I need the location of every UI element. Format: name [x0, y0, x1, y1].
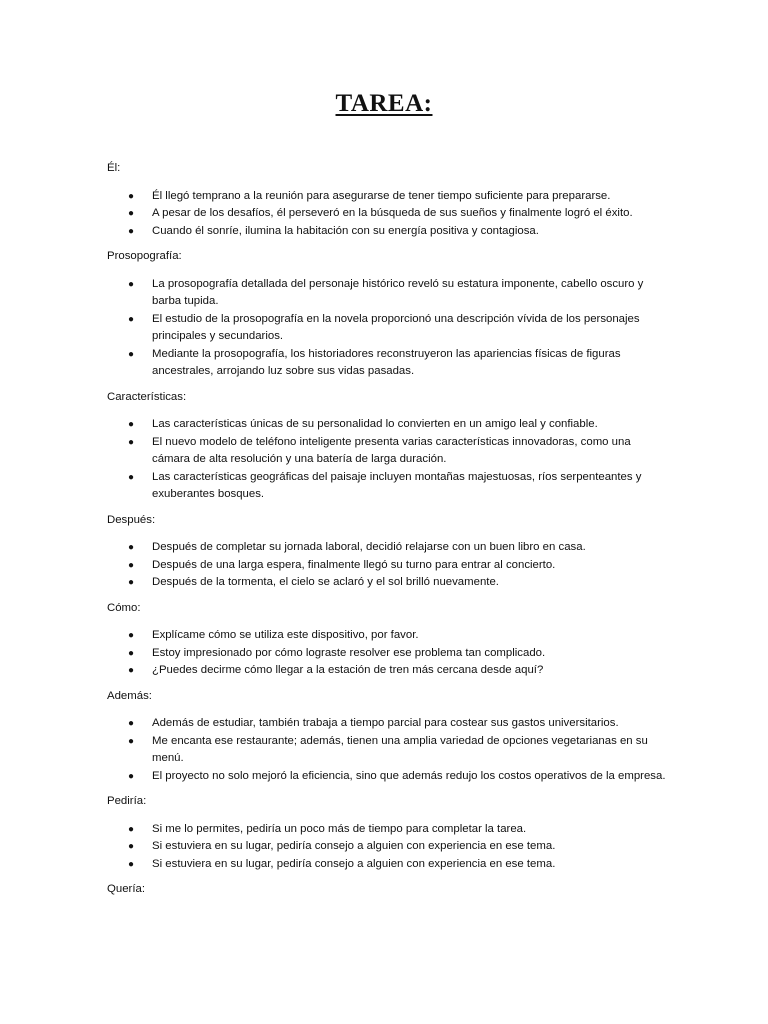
list-item — [107, 715, 667, 733]
document-title: TAREA: — [335, 90, 433, 117]
bullet-list — [107, 715, 667, 785]
section-prosopografia — [107, 248, 667, 381]
list-item — [107, 733, 667, 768]
bullet-icon: ● — [128, 471, 135, 483]
bullet-icon: ● — [128, 436, 135, 448]
list-item — [107, 223, 667, 241]
bullet-list — [107, 539, 667, 592]
list-item — [107, 768, 667, 786]
section-heading: Además: — [107, 689, 152, 702]
list-item — [107, 838, 667, 856]
bullet-list — [107, 276, 667, 381]
bullet-icon: ● — [128, 313, 135, 325]
bullet-icon: ● — [128, 858, 135, 870]
list-item-text: Después de la tormenta, el cielo se aclaró y el sol brilló nuevamente. — [152, 576, 499, 588]
list-item — [107, 469, 667, 504]
bullet-icon: ● — [128, 542, 135, 553]
bullet-icon: ● — [128, 665, 135, 676]
list-item-text: A pesar de los desafíos, él perseveró en la búsqueda de sus sueños y finalmente logró el éxito. — [152, 207, 633, 219]
section-heading: Prosopografía: — [107, 250, 182, 262]
bullet-icon: ● — [128, 225, 135, 237]
bullet-icon: ● — [128, 278, 135, 290]
section-como — [107, 600, 667, 680]
bullet-icon: ● — [128, 419, 135, 430]
list-item-text: Explícame cómo se utiliza este dispositivo, por favor. — [152, 629, 419, 641]
section-heading: Después: — [107, 513, 156, 526]
section-ademas — [107, 688, 667, 786]
bullet-icon: ● — [128, 577, 135, 588]
list-item-text: Si estuviera en su lugar, pediría consejo a alguien con experiencia en ese tema. — [152, 840, 556, 852]
bullet-icon: ● — [128, 559, 135, 571]
section-heading: Él: — [107, 162, 121, 174]
section-pediria — [107, 793, 667, 873]
bullet-icon: ● — [128, 208, 135, 219]
list-item — [107, 557, 667, 575]
list-item — [107, 188, 667, 206]
bullet-list — [107, 821, 667, 874]
section-heading: Quería: — [107, 883, 145, 895]
list-item — [107, 856, 667, 874]
section-caracteristicas — [107, 389, 667, 504]
list-item-text: Además de estudiar, también trabaja a tiempo parcial para costear sus gastos universitarios. — [152, 717, 619, 729]
list-item-text: El estudio de la prosopografía en la novela proporcionó una descripción vívida de los personajes principales y secundarios. — [152, 312, 640, 342]
list-item-text: ¿Puedes decirme cómo llegar a la estación de tren más cercana desde aquí? — [152, 664, 544, 676]
bullet-list — [107, 188, 667, 241]
document-body — [107, 160, 667, 909]
bullet-icon: ● — [128, 348, 135, 360]
list-item — [107, 627, 667, 645]
bullet-icon: ● — [128, 770, 135, 782]
list-item — [107, 574, 667, 592]
bullet-icon: ● — [128, 647, 135, 659]
bullet-list — [107, 627, 667, 680]
list-item-text: Me encanta ese restaurante; además, tienen una amplia variedad de opciones vegetarianas en su menú. — [152, 734, 648, 764]
section-queria — [107, 881, 667, 899]
list-item-text: Después de completar su jornada laboral, decidió relajarse con un buen libro en casa. — [152, 541, 586, 553]
list-item — [107, 662, 667, 680]
section-heading: Características: — [107, 390, 187, 403]
list-item — [107, 434, 667, 469]
bullet-icon: ● — [128, 718, 135, 729]
list-item-text: El proyecto no solo mejoró la eficiencia, sino que además redujo los costos operativos de la empresa. — [152, 769, 666, 782]
section-heading: Pediría: — [107, 795, 147, 807]
list-item-text: El nuevo modelo de teléfono inteligente presenta varias características innovadoras, como una cámara de alta resolución y una batería de larga duración. — [152, 435, 631, 465]
list-item — [107, 645, 667, 663]
list-item — [107, 821, 667, 839]
bullet-icon: ● — [128, 823, 135, 835]
list-item-text: Si estuviera en su lugar, pediría consejo a alguien con experiencia en ese tema. — [152, 857, 556, 870]
bullet-icon: ● — [128, 190, 135, 202]
list-item-text: Cuando él sonríe, ilumina la habitación con su energía positiva y contagiosa. — [152, 224, 539, 237]
section-heading: Cómo: — [107, 601, 141, 614]
list-item — [107, 539, 667, 557]
list-item-text: Estoy impresionado por cómo lograste resolver ese problema tan complicado. — [152, 646, 546, 659]
bullet-icon: ● — [128, 735, 135, 747]
section-despues — [107, 512, 667, 592]
bullet-icon: ● — [128, 630, 135, 641]
list-item-text: Las características geográficas del paisaje incluyen montañas majestuosas, ríos serpenteantes y exuberantes bosques. — [152, 470, 642, 500]
list-item-text: Las características únicas de su personalidad lo convierten en un amigo leal y confiable. — [152, 418, 598, 430]
list-item — [107, 346, 667, 381]
list-item-text: Mediante la prosopografía, los historiadores reconstruyeron las apariencias físicas de figuras ancestrales, arrojando luz sobre sus vidas pasadas. — [152, 347, 621, 377]
list-item — [107, 311, 667, 346]
list-item-text: Después de una larga espera, finalmente llegó su turno para entrar al concierto. — [152, 558, 556, 571]
list-item — [107, 416, 667, 434]
list-item — [107, 205, 667, 223]
list-item-text: Él llegó temprano a la reunión para asegurarse de tener tiempo suficiente para prepararse. — [152, 189, 611, 202]
list-item-text: Si me lo permites, pediría un poco más de tiempo para completar la tarea. — [152, 822, 527, 835]
bullet-icon: ● — [128, 841, 135, 852]
section-el — [107, 160, 667, 240]
bullet-list — [107, 416, 667, 504]
list-item-text: La prosopografía detallada del personaje histórico reveló su estatura imponente, cabello oscuro y barba tupida. — [152, 277, 644, 307]
list-item — [107, 276, 667, 311]
